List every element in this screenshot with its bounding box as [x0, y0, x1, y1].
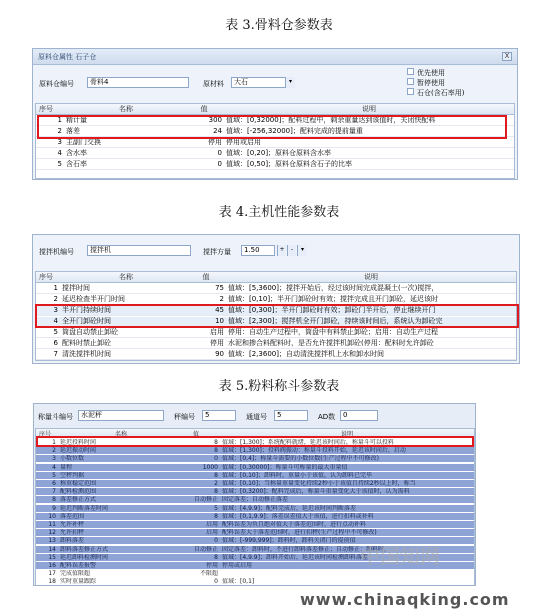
row-value[interactable]: 1000 [202, 463, 218, 471]
row-desc: 值域：[5,3600]；搅拌开始后，经过该时间完成混凝土(一次)搅拌， [228, 284, 439, 292]
row-value[interactable]: 0 [217, 160, 222, 168]
row-no: 3 [53, 306, 58, 314]
table-row[interactable] [36, 328, 516, 338]
row-value[interactable]: 启用 [210, 328, 224, 336]
hopper-no-label: 秤编号 [174, 413, 195, 421]
row-no: 6 [52, 480, 56, 487]
row-name: 小数位数 [60, 455, 85, 463]
table-row[interactable] [36, 339, 516, 349]
row-name: 延迟振动时间 [60, 447, 97, 455]
row-name: 筒盘自动禁止卸砼 [62, 328, 118, 336]
table-row[interactable] [36, 149, 514, 159]
stone-bin-label: 石仓(含石率用) [417, 89, 465, 97]
mixer-input[interactable]: 搅拌机 [87, 245, 191, 256]
row-value[interactable]: 10 [215, 317, 224, 325]
row-value[interactable]: 2 [219, 295, 224, 303]
row-name: 实时重量跟踪 [60, 578, 97, 586]
row-no: 5 [57, 160, 62, 168]
row-name: 落差修正方式 [60, 496, 97, 504]
row-name: 称重稳定范围 [60, 480, 97, 487]
row-no: 15 [48, 553, 56, 561]
close-icon[interactable]: X [502, 52, 512, 61]
table-row[interactable] [36, 160, 514, 170]
row-value[interactable]: 启用 [205, 521, 218, 528]
table-row[interactable] [36, 464, 474, 472]
row-name: 落差范围 [60, 512, 85, 520]
table-row[interactable] [36, 350, 516, 360]
row-desc: 值域：[2,3600]；自动清洗搅拌机上水和卸水时间 [228, 350, 384, 358]
ad-input[interactable]: 0 [340, 410, 378, 421]
row-name: 半开门持续时间 [62, 306, 111, 314]
row-value[interactable]: 8 [214, 471, 218, 479]
table-row[interactable] [36, 529, 474, 537]
row-no: 18 [48, 578, 56, 586]
row-name: 配料误差报警 [60, 562, 97, 569]
mixer-label: 搅拌机编号 [39, 248, 74, 256]
col-desc: 说明 [364, 273, 378, 281]
col-no: 序号 [39, 431, 52, 438]
table5-caption: 表 5.粉料称斗参数表 [218, 379, 340, 394]
row-desc: 值域：[0,1] [222, 578, 255, 586]
col-value: 值 [202, 273, 210, 281]
row-no: 1 [53, 284, 58, 292]
spin-up-icon[interactable]: + [277, 245, 286, 256]
row-desc: 值域：[0,300]；半开门卸砼时有效；卸砼门半开后，停止继续开门 [228, 306, 436, 314]
row-no: 13 [48, 537, 56, 545]
row-no: 2 [57, 127, 62, 135]
material-label: 原材料 [203, 80, 224, 88]
row-name: 空秤判据 [60, 471, 85, 479]
row-name: 允许扣秤 [60, 529, 85, 537]
stone-bin-checkbox[interactable] [407, 88, 414, 95]
table4-caption: 表 4.主机性能参数表 [218, 205, 340, 220]
highlight-box [35, 304, 519, 328]
volume-label: 搅拌方量 [203, 248, 231, 256]
row-no: 1 [57, 116, 62, 124]
mixer-panel [32, 234, 520, 364]
row-value[interactable]: 8 [214, 512, 218, 520]
row-value[interactable]: 启用 [205, 529, 218, 537]
table-row[interactable] [36, 472, 474, 480]
row-desc: 值域：[-256,32000]；配料完成的提前量重 [226, 127, 363, 135]
col-no: 序号 [39, 273, 53, 281]
row-value[interactable]: 8 [214, 439, 218, 446]
col-name: 名称 [119, 273, 133, 281]
row-desc: 配料误差为负且绝对值大于落差范围时，进行点动补料 [222, 521, 367, 528]
row-name: 完成值限超 [60, 570, 91, 578]
row-no: 7 [52, 488, 56, 496]
row-desc: 值域：[0,3200]；配料完成后，称量斗重量变化大于该值时，认为需料 [222, 488, 410, 496]
col-desc: 说明 [362, 105, 376, 113]
row-no: 10 [48, 512, 56, 520]
material-select[interactable]: 大石 [231, 77, 295, 88]
row-no: 8 [52, 496, 56, 504]
ad-label: AD数 [318, 413, 336, 421]
row-desc: 值域：[0,10]；卸料时，重量小于该值，认为卸料已完毕 [222, 471, 373, 479]
row-desc: 值域：[-999,999]；卸料时，卸料关闭门的提前值 [222, 537, 356, 545]
row-desc: 固定落差；自动修正落差 [222, 496, 289, 504]
row-name: 清洗搅拌机时间 [62, 350, 111, 358]
row-desc: 值域：[4,9.9]；配料完成后，延迟该时间判断落差 [222, 504, 356, 512]
row-desc: 值域：[0,20]；原料仓原料含水率 [226, 149, 332, 157]
row-value[interactable]: 2 [214, 480, 218, 487]
table-row[interactable] [36, 488, 474, 496]
highlight-box [36, 436, 474, 447]
table-row[interactable] [36, 138, 514, 148]
row-desc: 值域：[0,10]；半开门卸砼时有效；搅拌完成且开门卸砼，延迟该时 [228, 295, 439, 303]
row-name: 延迟卸料检测时间 [60, 553, 109, 561]
row-name: 配料时禁止卸砼 [62, 339, 111, 347]
row-no: 1 [52, 439, 56, 446]
row-name: 延迟投料时间 [60, 439, 97, 446]
row-no: 9 [52, 504, 56, 512]
panel-title: 原料仓属性 石子仓 [38, 53, 97, 61]
table-row[interactable] [36, 284, 516, 294]
row-name: 卸料落差修正方式 [60, 545, 109, 553]
hopper-label: 称量斗编号 [38, 413, 73, 421]
row-value[interactable]: 300 [208, 116, 222, 124]
row-no: 6 [53, 339, 58, 347]
row-desc: 停用或启用 [226, 138, 261, 146]
row-desc: 值域：[4,9.9]；卸料开始后，延迟该时间检测卸料落差 [222, 553, 368, 561]
table3-caption: 表 3.骨料仓参数表 [225, 18, 333, 33]
col-name: 名称 [114, 431, 127, 438]
row-no: 2 [52, 447, 56, 455]
row-value[interactable]: 自动修正 [193, 545, 218, 553]
row-value[interactable]: 停用 [205, 562, 218, 569]
row-no: 3 [52, 455, 56, 463]
row-desc: 值域：[2,300]；搅拌机全开门卸砼，持续该时间后，系统认为卸砼完 [228, 317, 443, 325]
row-desc: 水泥和掺合料配料时，是否允许搅拌机卸砼(停用：配料时允许卸砼 [228, 339, 434, 347]
row-name: 延迟判断落差时间 [60, 504, 109, 512]
row-value[interactable]: 0 [214, 537, 218, 545]
row-no: 5 [52, 471, 56, 479]
row-name: 含水率 [66, 149, 87, 157]
panel-titlebar [33, 49, 517, 65]
table-row[interactable] [36, 496, 474, 504]
pause-label: 暂停使用 [417, 79, 445, 87]
row-desc: 值域：[0,30000]；称量斗可称量的最大重量值 [222, 463, 348, 471]
pause-checkbox[interactable] [407, 78, 414, 85]
row-name: 允许补秤 [60, 521, 85, 528]
row-desc: 值域：[0,32000]；配料过程中，剩余重量达到该值时，关闭快配料 [226, 116, 436, 124]
table-row[interactable] [36, 447, 474, 455]
table-row[interactable] [36, 455, 474, 463]
channel-input[interactable]: 5 [274, 410, 308, 421]
row-name: 搅拌时间 [62, 284, 90, 292]
row-desc: 值域：[0,10]；当称量重量变化持续2秒小于该值且持续2秒以上时，称当 [222, 480, 416, 487]
row-desc: 配料误差大于落差范围时，进行扣秤(生产过程中不可修改) [222, 529, 377, 537]
row-value[interactable]: 不限超 [199, 570, 218, 578]
chevron-down-icon[interactable]: ▾ [297, 245, 307, 256]
bin-label: 原料仓编号 [39, 80, 74, 88]
highlight-box [37, 115, 507, 139]
row-name: 全开门卸砼时间 [62, 317, 111, 325]
row-desc: 值域：[0,4]；称量斗需要的小数位数(生产过程中不可修改) [222, 455, 379, 463]
row-no: 12 [48, 529, 56, 537]
row-name: 精计量 [66, 116, 87, 124]
row-no: 17 [48, 570, 56, 578]
table-row[interactable] [36, 578, 474, 586]
row-no: 11 [48, 521, 56, 528]
row-name: 配料检测范围 [60, 488, 97, 496]
row-value[interactable]: 停用 [210, 339, 224, 347]
col-name: 名称 [119, 105, 133, 113]
row-name: 卸料落差 [60, 537, 85, 545]
row-value[interactable]: 8 [214, 553, 218, 561]
row-value[interactable]: 90 [215, 350, 224, 358]
volume-input[interactable]: 1.50 [241, 245, 275, 256]
table-row[interactable] [36, 480, 474, 488]
row-value[interactable]: 0 [214, 578, 218, 586]
row-no: 7 [53, 350, 58, 358]
row-value[interactable]: 自动修正 [193, 496, 218, 504]
row-desc: 值域：[1,300]；系统配料就绪，延迟该时间后，称量斗可以投料 [222, 439, 394, 446]
watermark-cn: 中国知网 [360, 544, 440, 568]
row-no: 2 [53, 295, 58, 303]
row-desc: 停用或启用 [222, 562, 253, 569]
row-value[interactable]: 停用 [208, 138, 222, 146]
hopper-input[interactable]: 水泥秤 [78, 410, 164, 421]
col-value: 值 [200, 105, 208, 113]
row-no: 3 [57, 138, 62, 146]
row-value[interactable]: 24 [213, 127, 222, 135]
table-row[interactable] [36, 570, 474, 578]
priority-checkbox[interactable] [407, 68, 414, 75]
col-desc: 说明 [340, 431, 353, 438]
row-name: 延迟检查半开门时间 [62, 295, 125, 303]
hopper-no-input[interactable]: 5 [202, 410, 236, 421]
spin-down-icon[interactable]: - [287, 245, 296, 256]
table-row[interactable] [36, 505, 474, 513]
bin-input[interactable]: 骨料4 [87, 77, 189, 88]
row-value[interactable]: 75 [215, 284, 224, 292]
row-desc: 值域：[0,50]；原料仓原料含石子的比率 [226, 160, 353, 168]
table-row[interactable] [36, 513, 474, 521]
row-no: 4 [53, 317, 58, 325]
chevron-down-icon[interactable]: ▾ [285, 77, 295, 88]
col-value: 值 [192, 431, 199, 438]
aggregate-bin-panel [32, 48, 518, 180]
row-no: 4 [52, 463, 56, 471]
row-name: 落差 [66, 127, 80, 135]
row-name: 含石率 [66, 160, 87, 168]
table-row[interactable] [36, 521, 474, 529]
row-name: 量程 [60, 463, 73, 471]
row-value[interactable]: 8 [214, 447, 218, 455]
row-desc: 值域：[0,1,9.9]；落差误差值大于该值，进行扣料或补料 [222, 512, 374, 520]
watermark-url: www.chinaqking.com [300, 590, 510, 609]
row-value[interactable]: 0 [217, 149, 222, 157]
row-no: 4 [57, 149, 62, 157]
row-name: 主副门交换 [66, 138, 101, 146]
row-no: 5 [53, 328, 58, 336]
table-header [36, 104, 514, 115]
table-header [36, 272, 516, 283]
row-desc: 停用：自动生产过程中，筒盘中有料禁止卸砼；启用：自动生产过程 [228, 328, 438, 336]
row-value[interactable]: 45 [215, 306, 224, 314]
row-no: 14 [48, 545, 56, 553]
row-value[interactable]: 8 [214, 488, 218, 496]
row-desc: 值域：[1,300]；投料阀振动：称量斗投料开始，延迟该时间后，启动 [222, 447, 406, 455]
priority-label: 优先使用 [417, 69, 445, 77]
channel-label: 通道号 [246, 413, 267, 421]
row-value[interactable]: 5 [214, 504, 218, 512]
row-value[interactable]: 0 [214, 455, 218, 463]
row-no: 16 [48, 562, 56, 569]
row-desc: 固定落差：卸料时，不进行卸料落差修正；自动修正：卸料时， [222, 545, 391, 553]
col-no: 序号 [39, 105, 53, 113]
